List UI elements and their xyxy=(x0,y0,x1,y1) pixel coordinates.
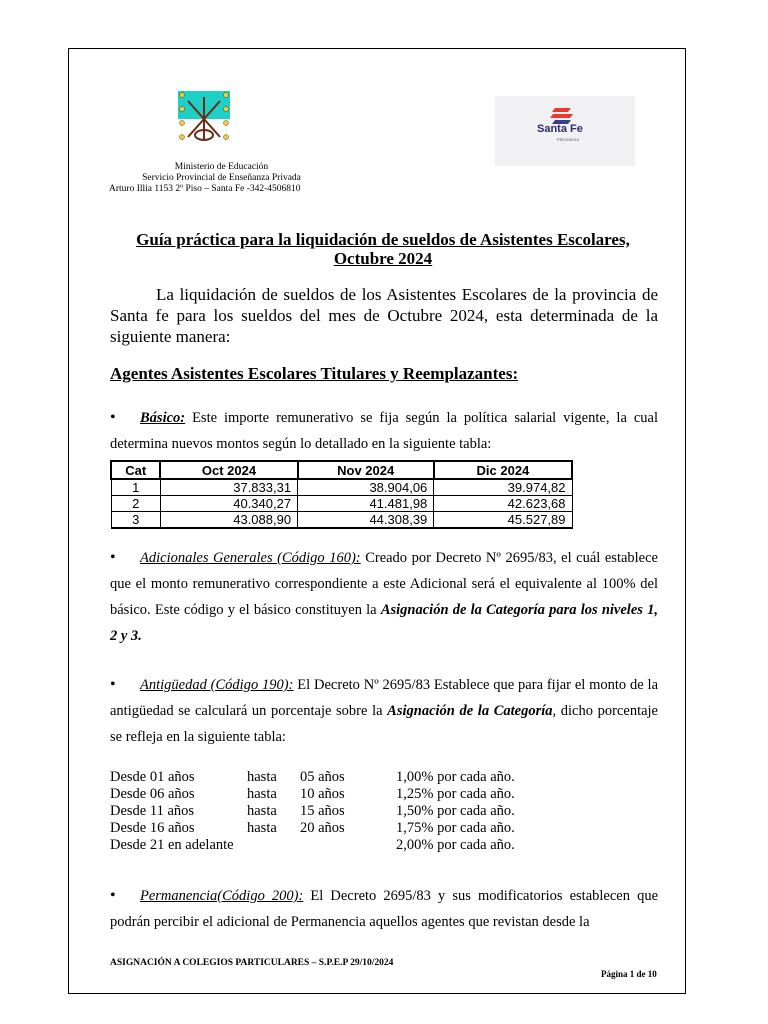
antig-until-label: hasta xyxy=(247,803,277,819)
bullet-icon xyxy=(110,545,140,571)
antig-until-label: hasta xyxy=(247,786,277,802)
cell-cat: 1 xyxy=(111,479,160,496)
table-row xyxy=(111,512,572,529)
cell-cat: 3 xyxy=(111,512,160,529)
adicionales-bold: Asignación de la Categoría para los niveles 1, 2 y 3. xyxy=(110,602,658,644)
title-line-2: Octubre 2024 xyxy=(333,249,433,268)
header-oct: Oct 2024 xyxy=(160,461,297,479)
permanencia-text: El Decreto 2695/83 y sus modificatorios establecen que podrán percibir el adicional de Permanencia aquellos agentes que revistan desde la xyxy=(110,888,659,930)
antig-to: 10 años xyxy=(300,786,345,802)
cell-nov: 44.308,39 xyxy=(298,512,434,529)
santa-fe-logo xyxy=(495,96,635,166)
antig-from: Desde 06 años xyxy=(110,786,195,802)
cell-nov: 38.904,06 xyxy=(298,479,434,496)
ministry-address: Arturo Illia 1153 2º Piso – Santa Fe -342-4506810 xyxy=(109,184,301,194)
antig-until-label: hasta xyxy=(247,769,277,785)
antig-until-label: hasta xyxy=(247,820,277,836)
intro-paragraph xyxy=(110,284,658,347)
cell-dic: 42.623,68 xyxy=(434,496,572,512)
permanencia-label: Permanencia(Código 200): xyxy=(140,888,304,904)
cell-oct: 43.088,90 xyxy=(160,512,297,529)
antig-rate: 1,25% por cada año. xyxy=(396,786,515,802)
antig-to: 05 años xyxy=(300,769,345,785)
salary-header-row xyxy=(111,461,572,479)
basico-paragraph xyxy=(110,405,658,457)
header-dic: Dic 2024 xyxy=(434,461,572,479)
antig-to: 20 años xyxy=(300,820,345,836)
cell-oct: 40.340,27 xyxy=(160,496,297,512)
ministry-info xyxy=(109,162,334,195)
antig-from: Desde 21 en adelante xyxy=(110,837,234,853)
logo-text: Santa Fe xyxy=(537,123,583,135)
cell-nov: 41.481,98 xyxy=(298,496,434,512)
intro-text: La liquidación de sueldos de los Asistentes Escolares de la provincia de Santa fe para los sueldos del mes de Octubre 2024, esta determinada de la siguiente manera: xyxy=(110,285,658,346)
bullet-icon xyxy=(110,405,140,431)
antiguedad-text-2: , dicho porcentaje se refleja en la siguiente tabla: xyxy=(110,703,658,745)
bullet-icon xyxy=(110,883,140,909)
logo-subtext: PROVINCIA xyxy=(557,137,580,142)
antiguedad-paragraph xyxy=(110,672,658,750)
antiguedad-label: Antigüedad (Código 190): xyxy=(140,677,294,693)
adicionales-text: Creado por Decreto Nº 2695/83, el cuál establece que el monto remunerativo correspondiente a este Adicional será el equivalente al 100% del básico. Este código y el básico constituyen la xyxy=(110,550,658,618)
antig-from: Desde 01 años xyxy=(110,769,195,785)
antiguedad-text-1: El Decreto Nº 2695/83 Establece que para fijar el monto de la antigüedad se calculará un porcentaje sobre la xyxy=(110,677,658,719)
cell-cat: 2 xyxy=(111,496,160,512)
table-row xyxy=(111,496,572,512)
salary-table xyxy=(110,460,573,529)
document-title xyxy=(70,230,696,268)
antig-to: 15 años xyxy=(300,803,345,819)
adicionales-label: Adicionales Generales (Código 160): xyxy=(140,550,361,566)
table-row xyxy=(111,479,572,496)
antig-from: Desde 16 años xyxy=(110,820,195,836)
ministry-line-1: Ministerio de Educación xyxy=(174,162,269,172)
basico-label: Básico: xyxy=(140,410,186,426)
antig-rate: 1,75% por cada año. xyxy=(396,820,515,836)
adicionales-paragraph xyxy=(110,545,658,649)
title-line-1: Guía práctica para la liquidación de sueldos de Asistentes Escolares, xyxy=(136,230,630,249)
footer-left: ASIGNACIÓN A COLEGIOS PARTICULARES – S.P.E.P 29/10/2024 xyxy=(110,958,394,968)
antiguedad-bold: Asignación de la Categoría xyxy=(387,703,553,719)
antig-from: Desde 11 años xyxy=(110,803,195,819)
ministry-line-2: Servicio Provincial de Enseñanza Privada xyxy=(142,173,301,183)
antig-rate: 1,00% por cada año. xyxy=(396,769,515,785)
page-number: Página 1 de 10 xyxy=(601,969,657,979)
cell-oct: 37.833,31 xyxy=(160,479,297,496)
permanencia-paragraph xyxy=(110,883,658,935)
antig-rate: 2,00% por cada año. xyxy=(396,837,515,853)
header-nov: Nov 2024 xyxy=(298,461,434,479)
cell-dic: 39.974,82 xyxy=(434,479,572,496)
basico-text: Este importe remunerativo se fija según la política salarial vigente, la cual determina nuevos montos según lo detallado en la siguiente tabla: xyxy=(110,410,658,452)
antig-rate: 1,50% por cada año. xyxy=(396,803,515,819)
provincial-crest xyxy=(178,91,230,145)
bullet-icon xyxy=(110,672,140,698)
header-cat: Cat xyxy=(111,461,160,479)
section-heading: Agentes Asistentes Escolares Titulares y Reemplazantes: xyxy=(110,364,519,383)
cell-dic: 45.527,89 xyxy=(434,512,572,529)
